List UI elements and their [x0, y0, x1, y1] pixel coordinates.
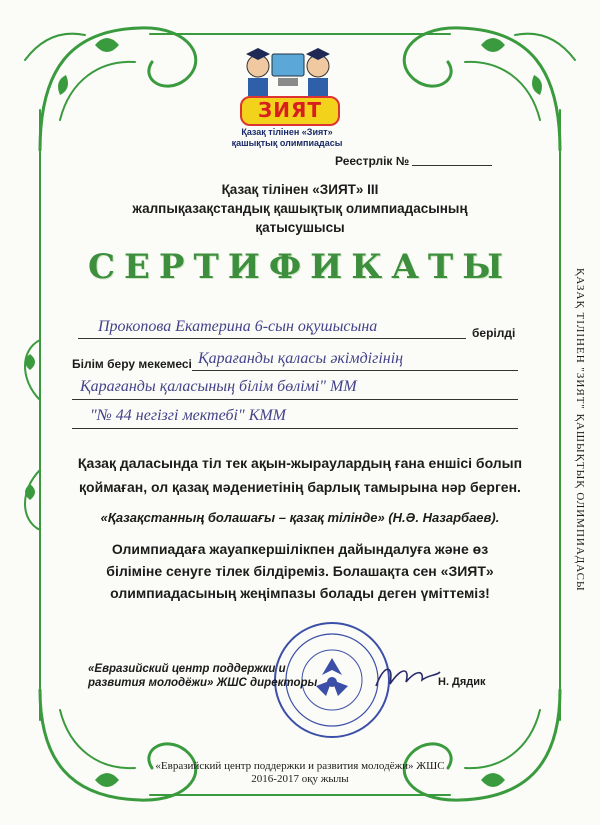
heading-line-1: Қазақ тілінен «ЗИЯТ» ІІІ [221, 182, 379, 197]
institution-underline-3 [72, 428, 518, 429]
logo-caption-1: Қазақ тілінен «Зият» [241, 127, 333, 137]
institution-underline-2 [72, 399, 518, 400]
institution-underline-1 [192, 370, 518, 371]
students-graduation-icon [242, 40, 334, 98]
logo-caption-2: қашықтық олимпиадасы [231, 138, 343, 148]
side-text: ҚАЗАҚ ТІЛІНЕН "ЗИЯТ" ҚАШЫҚТЫҚ ОЛИМПИАДАСЫ [574, 268, 586, 592]
recipient-name: Прокопова Екатерина 6-сын оқушысына [98, 318, 378, 335]
institution-line-2: Қарағанды қаласының білім бөлімі" ММ [80, 378, 357, 395]
heading-line-3: қатысушысы [255, 220, 345, 235]
nazarbayev-quote: «Қазақстанның болашағы – қазақ тілінде» (Н.Ә. Назарбаев). [100, 510, 500, 525]
wish-line-3: олимпиадасының жеңімпазы болады деген үміттеміз! [110, 585, 490, 601]
institution-line-3: "№ 44 негізгі мектебі" КММ [90, 407, 286, 424]
wish-paragraph [0, 538, 600, 604]
signatory-name: Н. Дядик [438, 676, 486, 688]
logo-wordmark: ЗИЯТ [240, 96, 340, 126]
body-line-2: қоймаған, ол қазақ мәдениетінің барлық тамырына нәр берген. [79, 479, 521, 495]
certificate-title: СЕРТИФИКАТЫ [87, 247, 513, 287]
wish-line-1: Олимпиадаға жауапкершілікпен дайындалуға және өз [111, 541, 489, 557]
org-line-1: «Евразийский центр поддержки и [88, 663, 286, 675]
body-line-1: Қазақ даласында тіл тек ақын-жыраулардың ғана еншісі болып [77, 455, 523, 471]
handwritten-signature [372, 660, 444, 694]
side-vertical-text [568, 268, 588, 608]
footer-line-1: «Евразийский центр поддержки и развития молодёжи» ЖШС [155, 760, 445, 772]
olympiad-logo [222, 40, 352, 148]
heading-line-2: жалпықазақстандық қашықтық олимпиадасының [132, 201, 468, 216]
org-line-2: развития молодёжи» ЖШС директоры [88, 677, 318, 689]
institution-label: Білім беру мекемесі [72, 357, 192, 371]
registry-number-line [412, 165, 492, 166]
footer-line-2: 2016-2017 оқу жылы [251, 773, 349, 785]
institution-line-1: Қарағанды қаласы әкімдігінің [198, 350, 404, 367]
recipient-underline [78, 338, 466, 339]
registry-label: Реестрлік № [335, 154, 410, 168]
signatory-organization [88, 662, 317, 690]
wish-line-2: біліміне сенуге тілек білдіреміз. Болашақта сен «ЗИЯТ» [106, 563, 494, 579]
issued-label: берілді [472, 326, 516, 340]
